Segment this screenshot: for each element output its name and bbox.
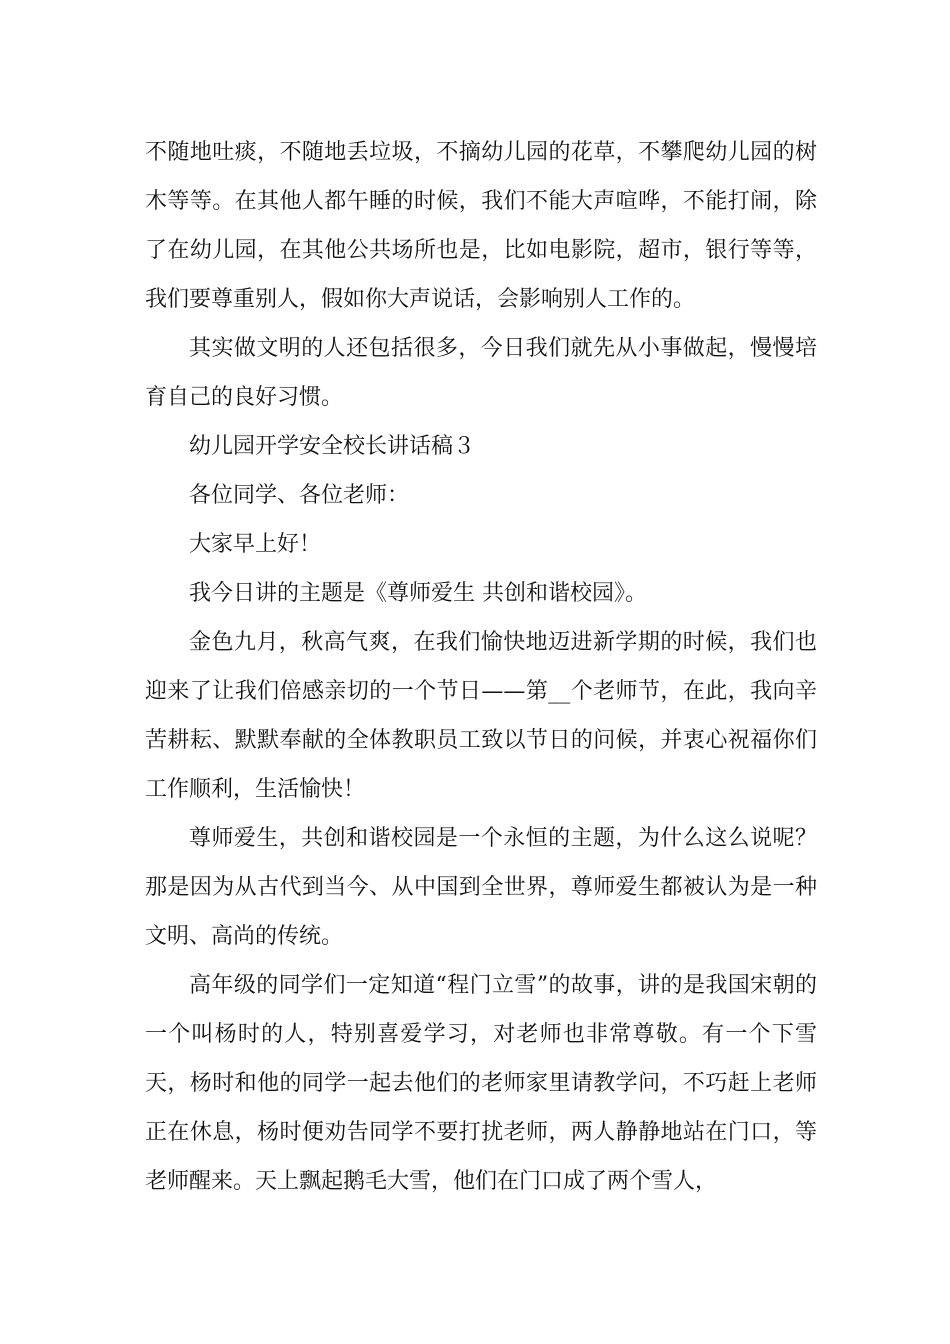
paragraph-2: 其实做文明的人还包括很多，今日我们就先从小事做起，慢慢培育自己的良好习惯。 [145,336,817,410]
topic-statement: 我今日讲的主题是《尊师爱生 共创和谐校园》。 [189,581,647,606]
paragraph-9: 高年级的同学们一定知道“程门立雪”的故事，讲的是我国宋朝的一个叫杨时的人，特别喜爱学习，对老师也非常尊敬。有一个下雪天，杨时和他的同学一起去他们的老师家里请教学问，不巧赶上老师正在休息，杨时便劝告同学不要打扰老师，两人静静地站在门口，等老师醒来。天上飘起鹅毛大雪，他们在门口成了两个雪人， [145,973,817,1194]
section-heading: 幼儿园开学安全校长讲话稿３ [189,434,476,459]
salutation: 各位同学、各位老师： [189,483,410,508]
paragraph-7: 金色九月，秋高气爽，在我们愉快地迈进新学期的时候，我们也迎来了让我们倍感亲切的一个节日——第__个老师节，在此，我向辛苦耕耘、默默奉献的全体教职员工致以节日的问候，并衷心祝福你们工作顺利，生活愉快！ [145,630,817,802]
greeting: 大家早上好！ [189,532,322,557]
paragraph-1: 不随地吐痰，不随地丢垃圾，不摘幼儿园的花草，不攀爬幼儿园的树木等等。在其他人都午睡的时候，我们不能大声喧哗，不能打闹，除了在幼儿园，在其他公共场所也是，比如电影院，超市，银行等等，我们要尊重别人，假如你大声说话，会影响别人工作的。 [145,140,817,312]
document-body [145,128,817,1206]
paragraph-8: 尊师爱生，共创和谐校园是一个永恒的主题，为什么这么说呢？那是因为从古代到当今、从中国到全世界，尊师爱生都被认为是一种文明、高尚的传统。 [145,826,817,949]
